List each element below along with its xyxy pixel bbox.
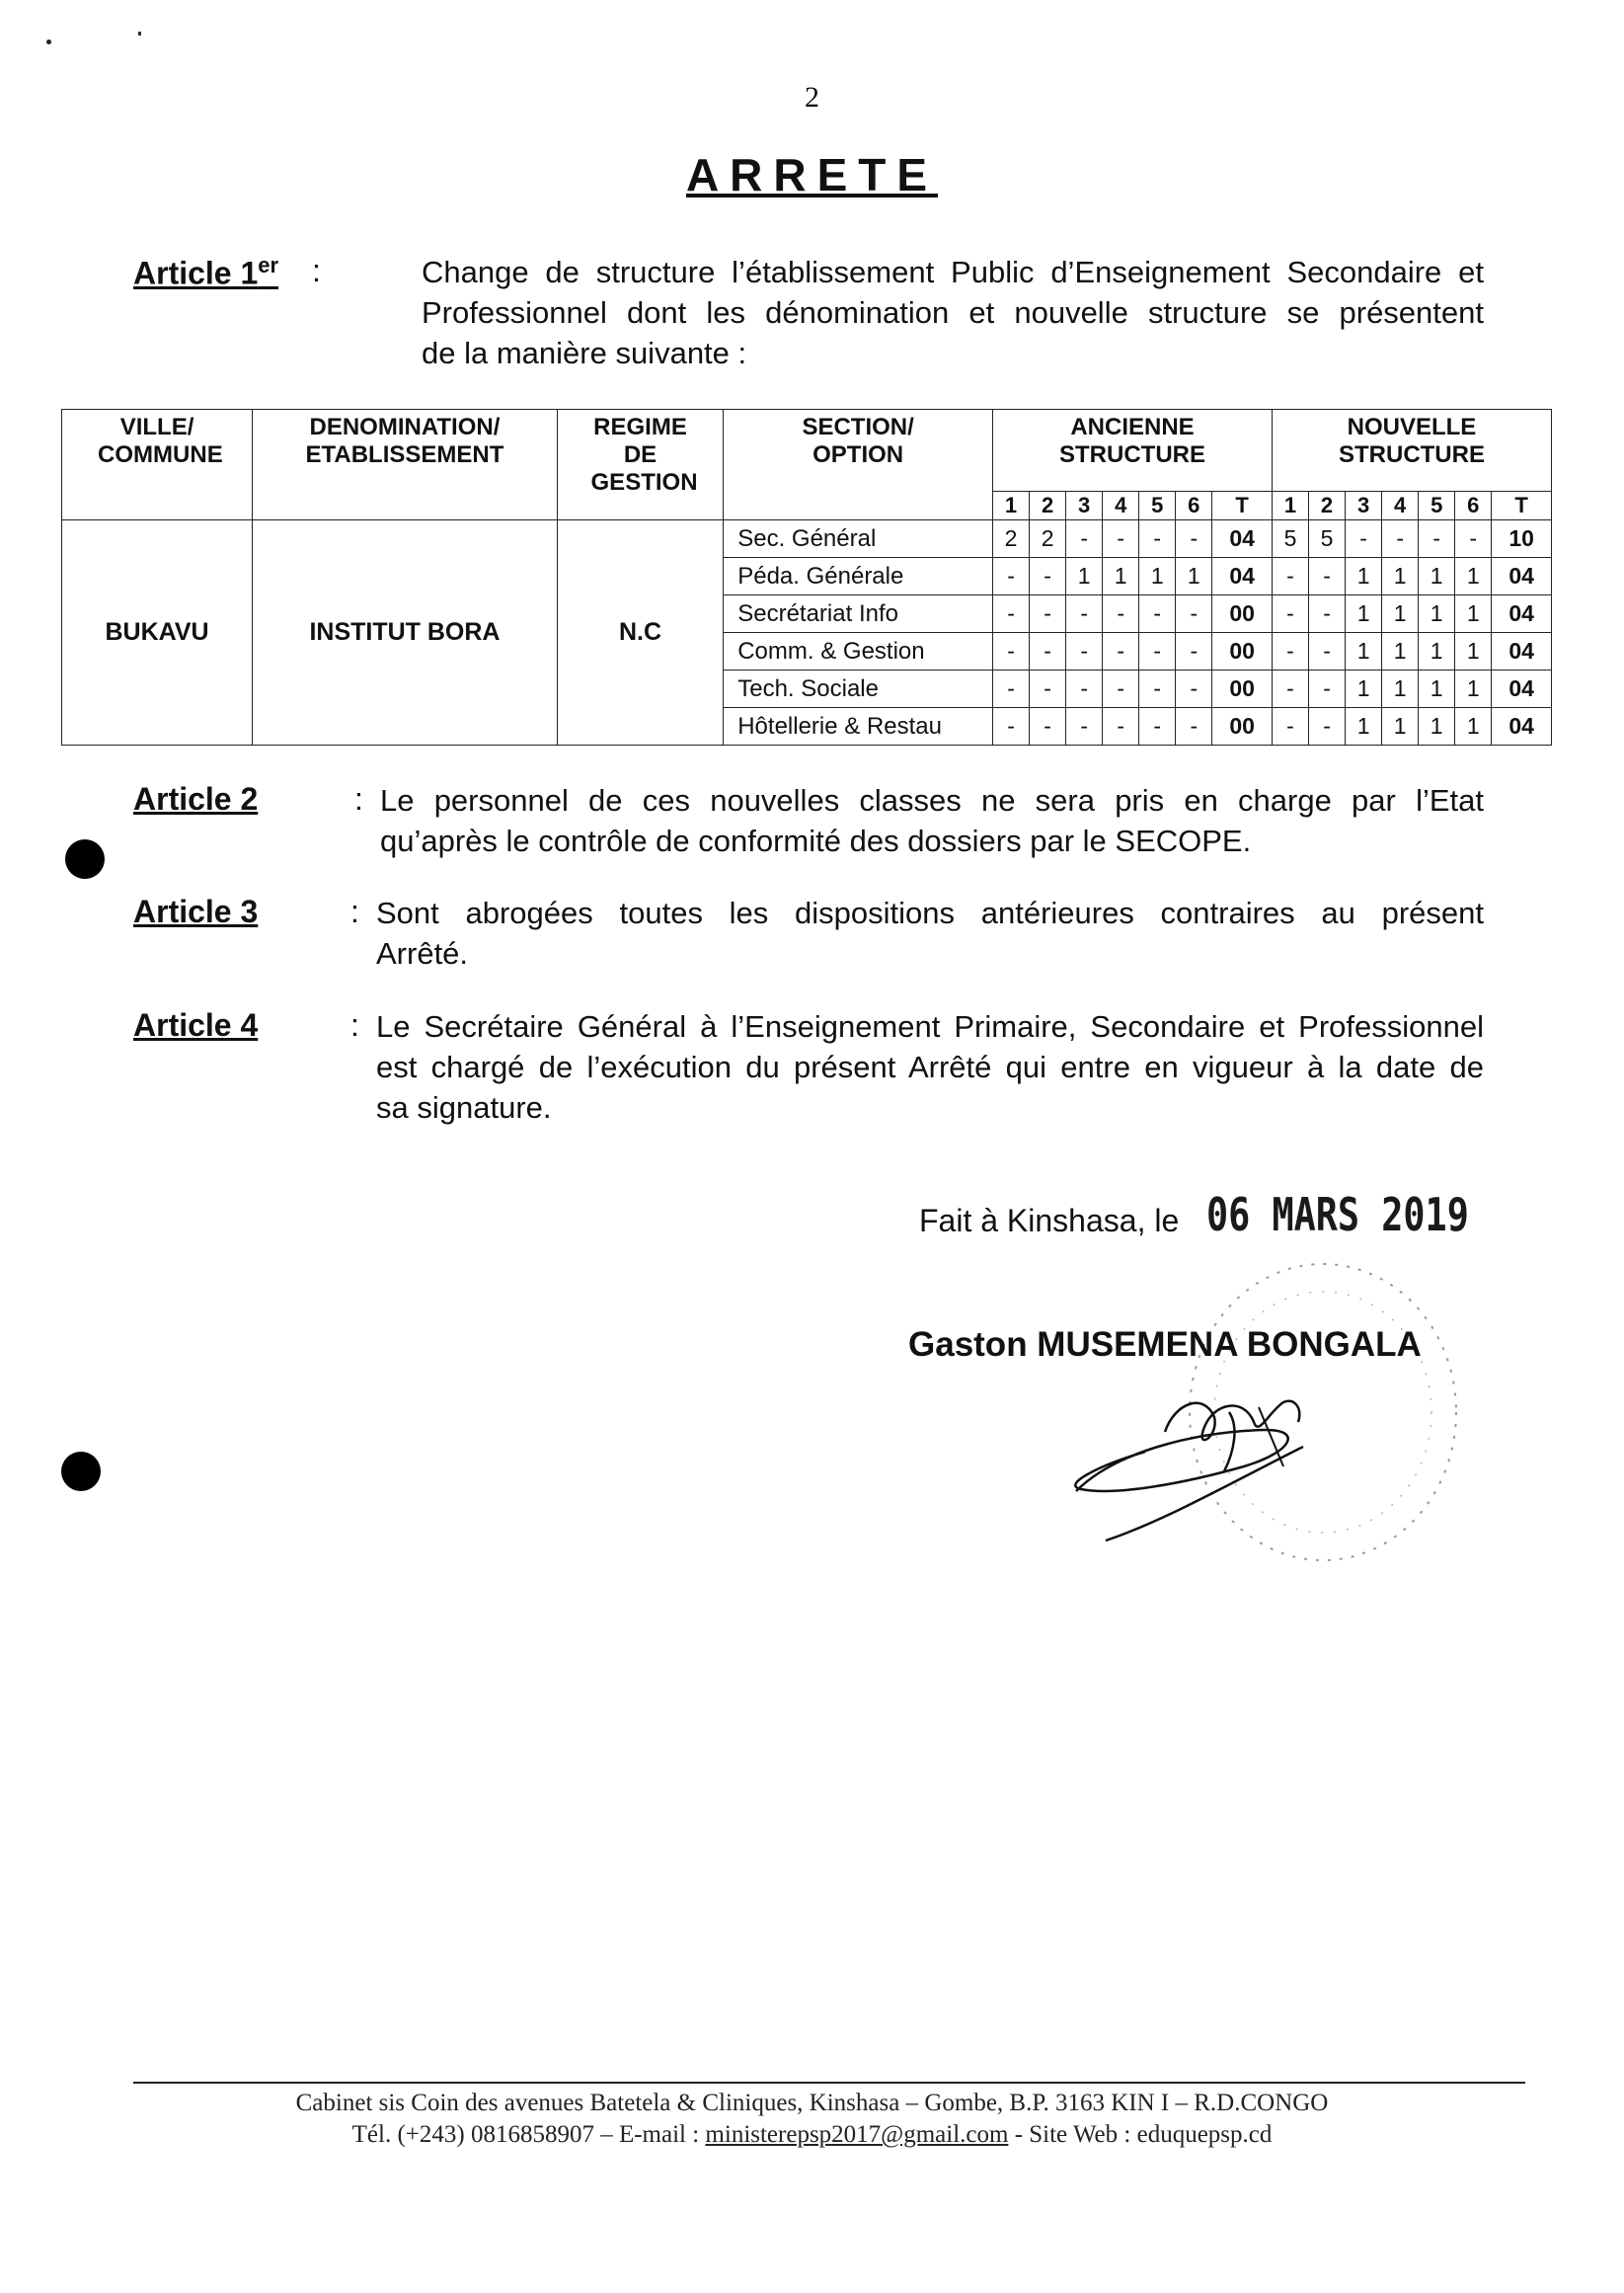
structure-table: [61, 409, 1552, 746]
ancienne-value-cell: 04: [1212, 520, 1273, 558]
ancienne-value-cell: 2: [993, 520, 1030, 558]
ancienne-value-cell: -: [1103, 671, 1139, 708]
nouvelle-value-cell: 1: [1419, 708, 1455, 746]
nouvelle-value-cell: -: [1346, 520, 1382, 558]
nouvelle-value-cell: 1: [1346, 671, 1382, 708]
ancienne-value-cell: -: [1030, 633, 1066, 671]
nouvelle-value-cell: -: [1272, 595, 1308, 633]
ancienne-value-cell: 00: [1212, 708, 1273, 746]
ville-cell: BUKAVU: [62, 520, 253, 746]
ancienne-value-cell: -: [1176, 595, 1212, 633]
nouvelle-value-cell: 5: [1309, 520, 1346, 558]
option-cell: Comm. & Gestion: [724, 633, 993, 671]
ancienne-value-cell: -: [1030, 708, 1066, 746]
ancienne-value-cell: -: [1139, 520, 1176, 558]
ancienne-value-cell: 00: [1212, 595, 1273, 633]
nouvelle-value-cell: -: [1382, 520, 1419, 558]
article-4-line: Le Secrétaire Général à l’Enseignement Primaire, Secondaire et Professionnel: [376, 1009, 1484, 1044]
article-2-line: Le personnel de ces nouvelles classes ne sera pris en charge par l’Etat: [380, 783, 1484, 818]
ancienne-value-cell: -: [993, 671, 1030, 708]
ancienne-value-cell: -: [1103, 633, 1139, 671]
footer-phone: Tél. (+243) 0816858907 – E-mail :: [351, 2121, 706, 2148]
document-title: ARRETE: [685, 149, 939, 200]
table-body: [62, 520, 1552, 746]
ancienne-value-cell: -: [1176, 671, 1212, 708]
ancienne-value-cell: -: [1139, 671, 1176, 708]
nouvelle-value-cell: 10: [1492, 520, 1552, 558]
scan-speck: [138, 32, 141, 36]
article-1-superscript: er: [258, 253, 279, 277]
article-1-line: Change de structure l’établissement Public d’Enseignement Secondaire et: [422, 255, 1484, 289]
nouvelle-value-cell: 5: [1272, 520, 1308, 558]
nouvelle-value-cell: 1: [1382, 595, 1419, 633]
subheader-ancienne: 4: [1103, 492, 1139, 520]
ancienne-value-cell: -: [1139, 633, 1176, 671]
option-cell: Péda. Générale: [724, 558, 993, 595]
ancienne-value-cell: -: [1066, 633, 1103, 671]
article-3-label: Article 3: [133, 894, 259, 929]
article-3-text: [376, 893, 1484, 974]
nouvelle-value-cell: 04: [1492, 558, 1552, 595]
signer-name: Gaston MUSEMENA BONGALA: [908, 1325, 1422, 1364]
scan-speck: [46, 40, 51, 44]
table-row: [62, 520, 1552, 558]
punch-hole-bullet: [61, 1452, 101, 1491]
ancienne-value-cell: 00: [1212, 633, 1273, 671]
article-1-colon: :: [312, 253, 321, 288]
nouvelle-value-cell: 1: [1455, 595, 1492, 633]
header-denomination: DENOMINATION/ ETABLISSEMENT: [253, 410, 558, 520]
option-cell: Tech. Sociale: [724, 671, 993, 708]
nouvelle-value-cell: 1: [1455, 558, 1492, 595]
ancienne-value-cell: -: [1103, 595, 1139, 633]
ancienne-value-cell: -: [1103, 520, 1139, 558]
subheader-nouvelle-total: T: [1492, 492, 1552, 520]
footer-rule: [133, 2082, 1525, 2084]
subheader-nouvelle: 4: [1382, 492, 1419, 520]
nouvelle-value-cell: 1: [1382, 708, 1419, 746]
nouvelle-value-cell: 1: [1346, 708, 1382, 746]
article-2-colon: :: [354, 781, 363, 817]
nouvelle-value-cell: 1: [1346, 595, 1382, 633]
ancienne-value-cell: -: [993, 595, 1030, 633]
nouvelle-value-cell: 1: [1419, 671, 1455, 708]
ancienne-value-cell: -: [1030, 595, 1066, 633]
date-stamp: 06 MARS 2019: [1206, 1188, 1469, 1241]
place-date-label: Fait à Kinshasa, le: [919, 1203, 1180, 1238]
footer-separator: - Site Web :: [1008, 2121, 1137, 2148]
nouvelle-value-cell: 1: [1455, 633, 1492, 671]
ancienne-value-cell: -: [1139, 595, 1176, 633]
nouvelle-value-cell: -: [1272, 708, 1308, 746]
handwritten-signature: [1056, 1373, 1382, 1550]
ancienne-value-cell: -: [1176, 708, 1212, 746]
nouvelle-value-cell: 1: [1346, 633, 1382, 671]
nouvelle-value-cell: 04: [1492, 595, 1552, 633]
ancienne-value-cell: -: [1030, 558, 1066, 595]
nouvelle-value-cell: -: [1272, 558, 1308, 595]
subheader-ancienne: 2: [1030, 492, 1066, 520]
nouvelle-value-cell: 1: [1419, 595, 1455, 633]
nouvelle-value-cell: -: [1419, 520, 1455, 558]
subheader-ancienne: 5: [1139, 492, 1176, 520]
header-nouvelle-structure: NOUVELLE STRUCTURE: [1272, 410, 1551, 492]
subheader-nouvelle: 5: [1419, 492, 1455, 520]
article-4-label: Article 4: [133, 1007, 259, 1043]
page-number: 2: [805, 81, 819, 114]
article-1-label-text: Article 1: [133, 255, 259, 291]
nouvelle-value-cell: 04: [1492, 633, 1552, 671]
ancienne-value-cell: 1: [1066, 558, 1103, 595]
regime-cell: N.C: [557, 520, 723, 746]
option-cell: Secrétariat Info: [724, 595, 993, 633]
article-3-line: Sont abrogées toutes les dispositions antérieures contraires au présent: [376, 896, 1484, 930]
ancienne-value-cell: -: [1103, 708, 1139, 746]
article-4-text: [376, 1006, 1484, 1128]
article-4-line: est chargé de l’exécution du présent Arrêté qui entre en vigueur à la date de: [376, 1050, 1484, 1084]
subheader-ancienne: 1: [993, 492, 1030, 520]
footer-contact: [0, 2121, 1624, 2149]
article-3-colon: :: [350, 894, 359, 929]
article-4-line: sa signature.: [376, 1090, 552, 1125]
nouvelle-value-cell: 1: [1382, 633, 1419, 671]
article-1-line: Professionnel dont les dénomination et nouvelle structure se présentent: [422, 295, 1484, 330]
ancienne-value-cell: -: [1030, 671, 1066, 708]
nouvelle-value-cell: 1: [1419, 633, 1455, 671]
footer-email-link[interactable]: ministerepsp2017@gmail.com: [705, 2121, 1009, 2148]
ancienne-value-cell: 00: [1212, 671, 1273, 708]
nouvelle-value-cell: 1: [1382, 671, 1419, 708]
option-cell: Sec. Général: [724, 520, 993, 558]
ancienne-value-cell: 1: [1176, 558, 1212, 595]
article-2-text: [380, 780, 1484, 861]
article-1-text: [422, 252, 1484, 373]
nouvelle-value-cell: -: [1272, 671, 1308, 708]
article-1-line: de la manière suivante :: [422, 336, 747, 370]
nouvelle-value-cell: -: [1272, 633, 1308, 671]
header-ancienne-structure: ANCIENNE STRUCTURE: [993, 410, 1273, 492]
footer-address: Cabinet sis Coin des avenues Batetela & Cliniques, Kinshasa – Gombe, B.P. 3163 KIN I – R.D.CONGO: [295, 2090, 1329, 2116]
nouvelle-value-cell: 1: [1455, 708, 1492, 746]
nouvelle-value-cell: 1: [1455, 671, 1492, 708]
etablissement-cell: INSTITUT BORA: [253, 520, 558, 746]
nouvelle-value-cell: 04: [1492, 708, 1552, 746]
ancienne-value-cell: -: [1066, 520, 1103, 558]
ancienne-value-cell: -: [1066, 595, 1103, 633]
article-3-line: Arrêté.: [376, 936, 469, 971]
ancienne-value-cell: -: [993, 558, 1030, 595]
article-2-line: qu’après le contrôle de conformité des dossiers par le SECOPE.: [380, 824, 1252, 858]
punch-hole-bullet: [65, 839, 105, 879]
nouvelle-value-cell: -: [1309, 708, 1346, 746]
nouvelle-value-cell: -: [1309, 671, 1346, 708]
ancienne-value-cell: -: [1066, 671, 1103, 708]
nouvelle-value-cell: -: [1309, 558, 1346, 595]
nouvelle-value-cell: 04: [1492, 671, 1552, 708]
nouvelle-value-cell: 1: [1346, 558, 1382, 595]
header-ville: VILLE/ COMMUNE: [62, 410, 253, 520]
subheader-nouvelle: 1: [1272, 492, 1308, 520]
subheader-nouvelle: 6: [1455, 492, 1492, 520]
nouvelle-value-cell: -: [1455, 520, 1492, 558]
header-regime: REGIME DE GESTION: [557, 410, 723, 520]
nouvelle-value-cell: -: [1309, 595, 1346, 633]
subheader-nouvelle: 3: [1346, 492, 1382, 520]
nouvelle-value-cell: 1: [1382, 558, 1419, 595]
article-1-label: [133, 253, 278, 292]
ancienne-value-cell: -: [1139, 708, 1176, 746]
subheader-ancienne-total: T: [1212, 492, 1273, 520]
ancienne-value-cell: 1: [1103, 558, 1139, 595]
header-section: SECTION/ OPTION: [724, 410, 993, 520]
nouvelle-value-cell: 1: [1419, 558, 1455, 595]
article-4-colon: :: [350, 1007, 359, 1043]
ancienne-value-cell: 2: [1030, 520, 1066, 558]
ancienne-value-cell: -: [993, 708, 1030, 746]
ancienne-value-cell: -: [993, 633, 1030, 671]
ancienne-value-cell: -: [1176, 520, 1212, 558]
ancienne-value-cell: 1: [1139, 558, 1176, 595]
ancienne-value-cell: -: [1066, 708, 1103, 746]
option-cell: Hôtellerie & Restau: [724, 708, 993, 746]
article-2-label: Article 2: [133, 781, 259, 817]
subheader-nouvelle: 2: [1309, 492, 1346, 520]
ancienne-value-cell: 04: [1212, 558, 1273, 595]
ancienne-value-cell: -: [1176, 633, 1212, 671]
subheader-ancienne: 3: [1066, 492, 1103, 520]
footer-website: eduquepsp.cd: [1136, 2121, 1273, 2148]
nouvelle-value-cell: -: [1309, 633, 1346, 671]
subheader-ancienne: 6: [1176, 492, 1212, 520]
